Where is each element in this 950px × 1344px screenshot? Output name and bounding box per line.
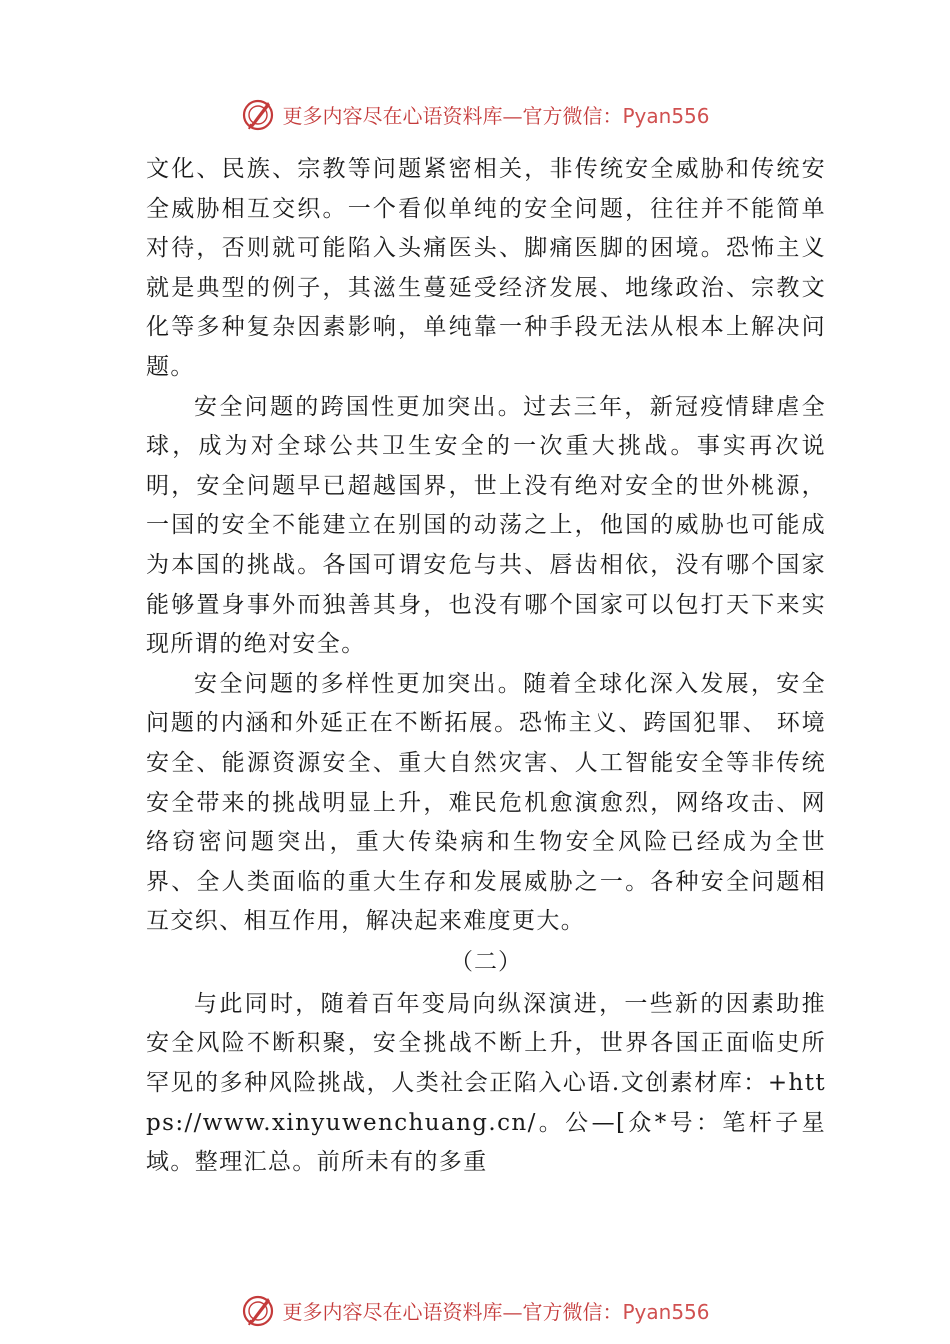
section-heading: （二） <box>450 948 522 975</box>
paragraph-2: 安全问题的跨国性更加突出。过去三年，新冠疫情肆虐全球，成为对全球公共卫生安全的一次重大挑战。事实再次说明，安全问题早已超越国界，世上没有绝对安全的世外桃源，一国的安全不能建立在别国的动荡之上，他国的威胁也可能成为本国的挑战。各国可谓安危与共、唇齿相依，没有哪个国家能够置身事外而独善其身，也没有哪个国家可以包打天下来实现所谓的绝对安全。 <box>146 393 826 658</box>
paragraph-1: 文化、民族、宗教等问题紧密相关，非传统安全威胁和传统安全威胁相互交织。一个看似单纯的安全问题，往往并不能简单对待，否则就可能陷入头痛医头、脚痛医脚的困境。恐怖主义就是典型的例子，其滋生蔓延受经济发展、地缘政治、宗教文化等多种复杂因素影响，单纯靠一种手段无法从根本上解决问题。 <box>146 156 826 380</box>
document-body <box>146 150 826 1183</box>
banner-text: 更多内容尽在心语资料库—官方微信：Pyan556 <box>282 103 710 128</box>
quill-logo-icon <box>240 96 276 132</box>
quill-logo-icon <box>240 1292 276 1328</box>
paragraph-3: 安全问题的多样性更加突出。随着全球化深入发展，安全问题的内涵和外延正在不断拓展。恐怖主义、跨国犯罪、 环境安全、能源资源安全、重大自然灾害、人工智能安全等非传统安全带来的挑战明显上升，难民危机愈演愈烈，网络攻击、网络窃密问题突出，重大传染病和生物安全风险已经成为全世界、全人类面临的重大生存和发展威胁之一。各种安全问题相互交织、相互作用，解决起来难度更大。 <box>146 670 826 935</box>
banner-text: 更多内容尽在心语资料库—官方微信：Pyan556 <box>282 1299 710 1324</box>
header-banner <box>0 94 950 134</box>
paragraph-4: 与此同时，随着百年变局向纵深演进，一些新的因素助推安全风险不断积聚，安全挑战不断上升，世界各国正面临史所罕见的多种风险挑战，人类社会正陷入心语.文创素材库：+https://www.xinyuwenchuang.cn/。公—[众*号：笔杆子星域。整理汇总。前所未有的多重 <box>146 990 826 1176</box>
footer-banner <box>0 1290 950 1330</box>
